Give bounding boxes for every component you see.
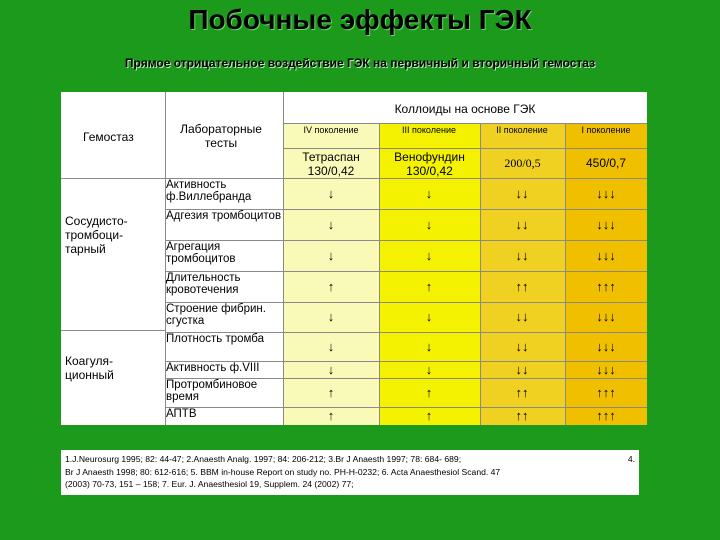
references (61, 450, 639, 495)
effect-arrow: ↓ (425, 216, 433, 232)
tetraspan-name: Тетраспан (302, 150, 360, 164)
effect-arrow: ↑ (327, 384, 335, 400)
effect-arrow: ↓ (327, 247, 335, 263)
grid-line (379, 123, 380, 425)
effect-arrow: ↑ (425, 384, 433, 400)
gen-4-label: IV поколение (303, 125, 359, 135)
effect-arrow: ↓↓ (515, 216, 529, 232)
effect-arrow: ↓↓↓ (596, 185, 616, 201)
lab-test-label: Активность ф.VIII (166, 362, 260, 374)
reference-line-2: Br J Anaesth 1998; 80: 612-616; 5. BBM in-house Report on study no. PH-H-0232; 6. Acta Anaesthesiol Scand. 47 (65, 466, 501, 477)
effect-arrow: ↓ (425, 309, 433, 324)
reference-line-1: 1.J.Neurosurg 1995; 82: 44-47; 2.Anaesth Analg. 1997; 84: 206-212; 3.Br J Anaesth 1997; 78: 684- 689; (65, 454, 462, 464)
lab-test-label: Агрегация тромбоцитов (166, 241, 236, 265)
effect-arrow: ↓ (327, 361, 335, 377)
header-lab-tests: Лабораторные тесты (180, 122, 262, 150)
effect-arrow: ↓ (425, 185, 433, 201)
header-hemostasis: Гемостаз (83, 130, 134, 144)
tetraspan-value: 130/0,42 (307, 164, 355, 178)
effect-arrow: ↑↑ (515, 408, 529, 423)
lab-test-label: Плотность тромба (166, 333, 265, 345)
group-coagulation: Коагуля-ционный (65, 354, 114, 382)
effect-arrow: ↑ (425, 408, 433, 423)
effect-arrow: ↓↓↓ (596, 361, 616, 377)
grid-line (283, 148, 647, 149)
lab-test-label: Активность ф.Виллебранда (166, 179, 252, 203)
effect-arrow: ↓↓ (515, 361, 529, 377)
effect-arrow: ↑↑↑ (596, 384, 616, 400)
effect-arrow: ↑↑↑ (596, 278, 616, 294)
effect-arrow: ↓ (327, 216, 335, 232)
gen-3-label: III поколение (402, 125, 456, 135)
reference-line-3: (2003) 70-73, 151 – 158; 7. Eur. J. Anaesthesiol 19, Supplem. 24 (2002) 77; (65, 479, 354, 489)
effect-arrow: ↓↓↓ (596, 216, 616, 232)
effect-arrow: ↑↑ (515, 278, 529, 294)
effect-arrow: ↓↓ (515, 338, 529, 354)
effect-arrow: ↓↓ (515, 309, 529, 324)
grid-line (480, 123, 481, 425)
effect-arrow: ↑↑↑ (596, 408, 616, 423)
lab-test-label: АПТВ (166, 408, 197, 420)
effect-arrow: ↓↓↓ (596, 309, 616, 324)
effect-arrow: ↓ (327, 338, 335, 354)
grid-line (283, 123, 647, 124)
effect-arrow: ↓ (327, 309, 335, 324)
effect-arrow: ↓ (425, 361, 433, 377)
grid-line (61, 178, 647, 179)
effect-arrow: ↓ (425, 247, 433, 263)
header-colloids: Коллоиды на основе ГЭК (394, 102, 536, 116)
effect-arrow: ↓ (425, 338, 433, 354)
effect-arrow: ↓↓↓ (596, 247, 616, 263)
venofundin-value: 130/0,42 (406, 164, 453, 178)
gen-1-label: I поколение (581, 125, 631, 135)
lab-test-label: Длительность кровотечения (166, 272, 241, 296)
effect-arrow: ↓↓↓ (596, 338, 616, 354)
lab-test-label: Протромбиновое время (166, 379, 258, 403)
reference-number: 4. (627, 454, 635, 464)
effect-arrow: ↑ (425, 278, 433, 294)
group-vascular-platelet: Сосудисто-тромбоци-тарный (65, 214, 128, 256)
slide-title: Побочные эффекты ГЭК (188, 4, 532, 35)
comparison-table (61, 92, 647, 425)
venofundin-name: Венофундин (394, 150, 465, 164)
lab-test-label: Адгезия тромбоцитов (166, 210, 282, 222)
effect-arrow: ↓↓ (515, 185, 529, 201)
effect-arrow: ↑↑ (515, 384, 529, 400)
effect-arrow: ↑ (327, 278, 335, 294)
slide-subtitle: Прямое отрицательное воздействие ГЭК на первичный и вторичный гемостаз (124, 56, 596, 70)
effect-arrow: ↑ (327, 408, 335, 423)
gen2-value: 200/0,5 (504, 156, 541, 170)
gen1-value: 450/0,7 (585, 156, 627, 170)
grid-line (61, 330, 165, 331)
gen-2-label: II поколение (496, 125, 548, 135)
grid-line (565, 123, 566, 425)
effect-arrow: ↓↓ (515, 247, 529, 263)
lab-test-label: Строение фибрин. сгустка (166, 303, 266, 327)
effect-arrow: ↓ (327, 185, 335, 201)
